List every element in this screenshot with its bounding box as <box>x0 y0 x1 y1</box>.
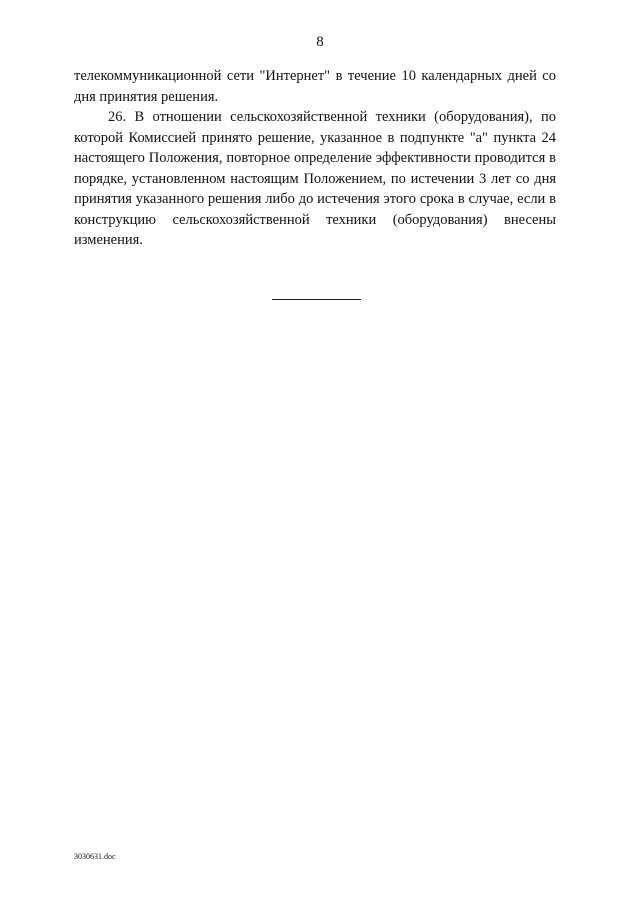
paragraph-26: 26. В отношении сельскохозяйственной техники (оборудования), по которой Комиссией принято решение, указанное в подпункте "а" пункта 24 настоящего Положения, повторное определение эффективности проводится в порядке, установленном настоящим Положением, по истечении 3 лет со дня принятия указанного решения либо до истечения этого срока в случае, если в конструкцию сельскохозяйственной техники (оборудования) внесены изменения. <box>74 109 556 248</box>
paragraph-continuation: телекоммуникационной сети "Интернет" в течение 10 календарных дней со дня принятия решения. <box>74 68 556 105</box>
page-number: 8 <box>316 34 324 50</box>
document-body <box>74 66 556 251</box>
document-file-code: 3030631.doc <box>74 852 116 861</box>
end-of-text-rule <box>272 299 361 300</box>
